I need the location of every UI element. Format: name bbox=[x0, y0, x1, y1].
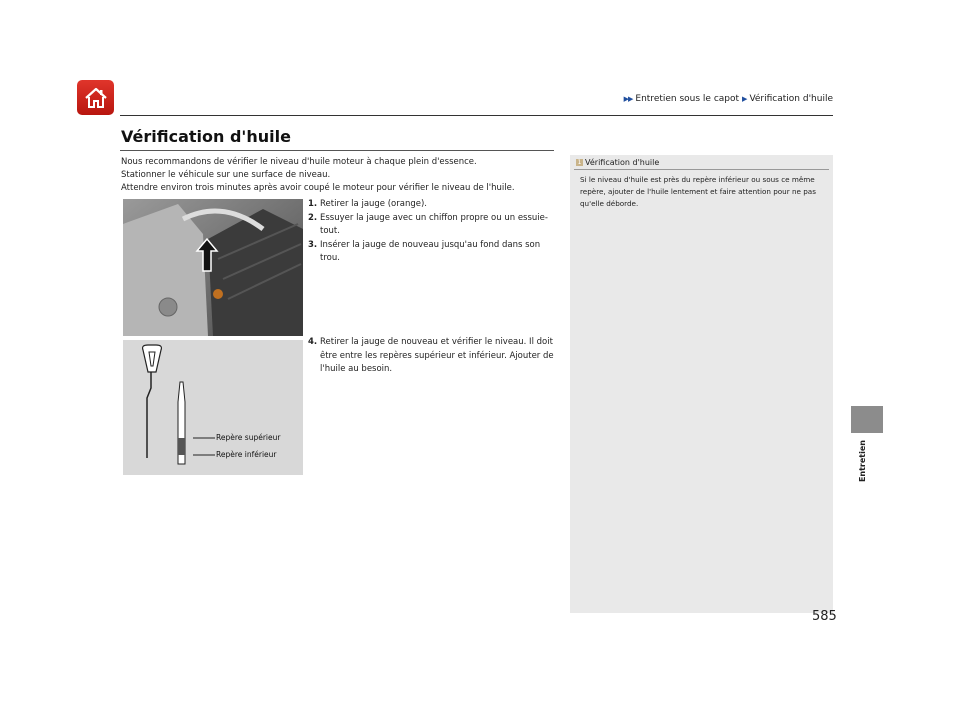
intro-line: Attendre environ trois minutes après avoir coupé le moteur pour vérifier le niveau de l'huile. bbox=[121, 183, 515, 193]
breadcrumb-item-2[interactable]: Vérification d'huile bbox=[749, 94, 833, 104]
step-text: Retirer la jauge de nouveau et vérifier le niveau. Il doit être entre les repères supérieur et inférieur. Ajouter de l'huile au besoin. bbox=[320, 337, 554, 374]
step-item bbox=[308, 198, 558, 212]
intro-line: Stationner le véhicule sur une surface de niveau. bbox=[121, 170, 331, 180]
home-button[interactable] bbox=[77, 80, 114, 115]
header-divider bbox=[120, 115, 833, 116]
dipstick-illustration bbox=[123, 340, 303, 475]
lower-mark-label: Repère inférieur bbox=[216, 450, 277, 459]
step-number: 3. bbox=[308, 239, 318, 250]
engine-photo bbox=[123, 199, 303, 336]
step-number: 4. bbox=[308, 337, 318, 347]
title-divider bbox=[120, 150, 554, 151]
steps-list bbox=[308, 198, 558, 266]
section-tab[interactable] bbox=[851, 406, 883, 433]
section-tab-label: Entretien bbox=[858, 440, 867, 483]
intro-line: Nous recommandons de vérifier le niveau d'huile moteur à chaque plein d'essence. bbox=[121, 157, 477, 167]
home-icon bbox=[83, 86, 109, 110]
breadcrumb-item-1[interactable]: Entretien sous le capot bbox=[635, 94, 740, 104]
note-title: Vérification d'huile bbox=[585, 158, 660, 167]
upper-mark-label: Repère supérieur bbox=[216, 433, 281, 442]
step-text: Insérer la jauge de nouveau jusqu'au fond dans son trou. bbox=[320, 239, 541, 263]
reference-marker-icon: 1 bbox=[577, 159, 582, 166]
step-item bbox=[308, 336, 558, 377]
note-heading bbox=[576, 158, 659, 167]
note-divider bbox=[574, 169, 829, 170]
step-number: 1. bbox=[308, 199, 318, 209]
steps-list-2 bbox=[308, 336, 558, 377]
step-item bbox=[308, 239, 558, 266]
step-text: Retirer la jauge (orange). bbox=[320, 199, 427, 209]
page-number: 585 bbox=[812, 609, 837, 624]
step-text: Essuyer la jauge avec un chiffon propre ou un essuie-tout. bbox=[320, 212, 548, 236]
note-sidebar bbox=[570, 155, 833, 613]
breadcrumb-arrow-icon: ▶ bbox=[742, 95, 747, 103]
breadcrumb-arrow-icon: ▶▶ bbox=[623, 95, 633, 103]
intro-text bbox=[121, 156, 561, 195]
breadcrumb bbox=[624, 94, 833, 104]
note-body: Si le niveau d'huile est près du repère inférieur ou sous ce même repère, ajouter de l'huile lentement et faire attention pour ne pas qu'elle déborde. bbox=[580, 175, 816, 208]
page-title: Vérification d'huile bbox=[121, 127, 291, 146]
step-item bbox=[308, 212, 558, 239]
step-number: 2. bbox=[308, 212, 318, 223]
